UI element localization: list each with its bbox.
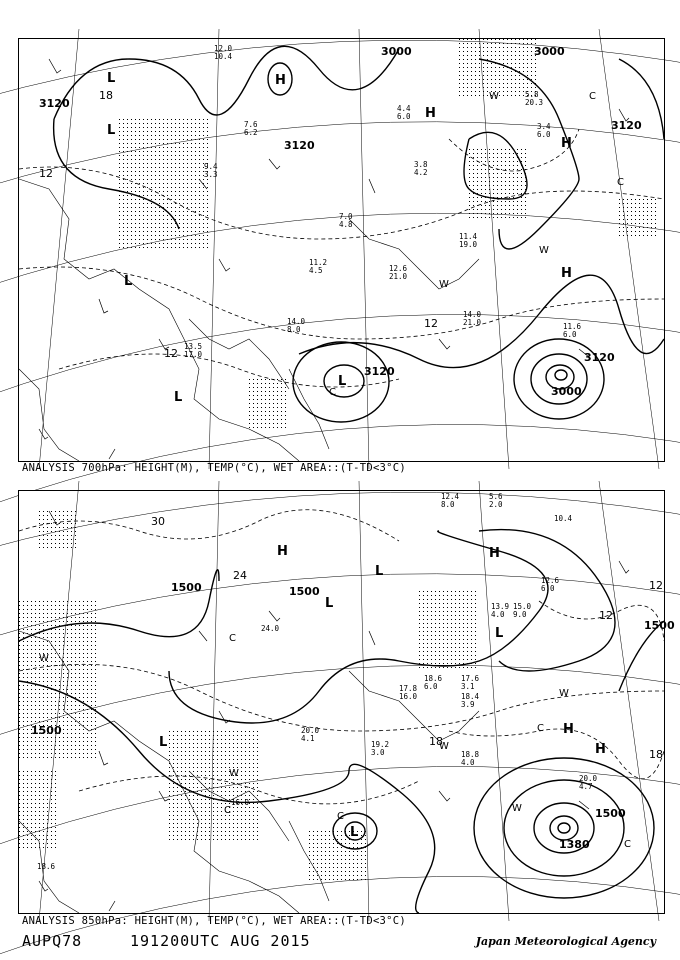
warm-mark: W [559,688,569,699]
station-value: 18.4 [461,692,480,701]
cold-mark: C [537,723,544,734]
cold-mark: C [617,177,624,188]
station-value: 19.2 [371,740,390,749]
low-center: L [325,596,334,611]
station-value: 18.6 [424,674,443,683]
cold-mark: C [624,839,631,850]
station-value: 3.9 [461,700,475,709]
isotherms [19,510,664,804]
cold-mark: C [337,811,344,822]
station-value: 20.0 [579,774,598,783]
station-value: 6.0 [424,682,438,691]
map-850hpa [19,491,675,913]
warm-cold-marks [39,633,631,850]
station-value: 4.0 [491,610,505,619]
station-value: 4.4 [397,104,411,113]
isotherm-label: 30 [151,515,165,528]
station-value: 7.0 [339,212,353,221]
height-label: 1500 [171,581,202,594]
station-value: 3.0 [371,748,385,757]
warm-mark: W [39,653,49,664]
agency-name: Japan Meteorological Agency [475,935,656,948]
station-value: 11.6 [563,322,582,331]
station-value: 17.6 [461,674,480,683]
low-center: L [159,735,168,750]
warm-mark: W [539,245,549,256]
height-contours [54,46,664,422]
chart-panel-850hpa [18,490,675,914]
chart-panel-700hpa [18,38,665,462]
low-center: L [375,564,384,579]
station-value: 21.0 [463,318,482,327]
station-value: 13.5 [184,342,203,351]
station-value: 6.2 [244,128,258,137]
isotherm-label: 18 [99,89,113,102]
warm-mark: W [229,768,239,779]
height-label: 3120 [39,97,70,110]
station-value: 24.0 [261,624,280,633]
station-value: 9.4 [204,162,218,171]
height-labels [31,581,675,851]
isotherm-label: 12 [649,579,663,592]
station-value: 10.4 [554,514,573,523]
station-value: 13.9 [491,602,510,611]
station-value: 21.0 [389,272,408,281]
station-value: 4.7 [579,782,593,791]
station-value: 11.2 [309,258,328,267]
station-value: 6.0 [397,112,411,121]
panel-caption-850hpa: ANALYSIS 850hPa: HEIGHT(M), TEMP(°C), WET AREA::(T-TD<3°C) [22,915,407,927]
isotherm-label: 12 [39,167,53,180]
cold-mark: C [329,387,336,398]
station-value: 17.8 [399,684,418,693]
high-center: H [561,136,572,151]
station-value: 19.0 [459,240,478,249]
warm-mark: W [489,91,499,102]
height-label: 3120 [611,119,642,132]
low-center: L [350,825,359,840]
station-value: 4.2 [414,168,428,177]
valid-time: 191200UTC AUG 2015 [130,932,311,950]
high-center: H [561,266,572,281]
station-value: 12.4 [441,492,460,501]
isotherm-label: 12 [164,347,178,360]
station-value: 16.0 [399,692,418,701]
map-700hpa [19,39,664,461]
cold-mark: C [589,91,596,102]
station-value: 17.0 [184,350,203,359]
low-center: L [495,626,504,641]
station-value: 3.8 [414,160,428,169]
height-label: 3120 [364,365,395,378]
panel-caption-700hpa: ANALYSIS 700hPa: HEIGHT(M), TEMP(°C), WET AREA::(T-TD<3°C) [22,462,407,474]
station-value: 7.6 [244,120,258,129]
isotherm-labels [151,515,663,761]
station-value: 3.1 [461,682,475,691]
station-value: 15.0 [513,602,532,611]
height-label: 1500 [289,585,320,598]
station-value: 4.8 [339,220,353,229]
station-value: 6.0 [541,584,555,593]
station-value: 12.6 [541,576,560,585]
isotherm-label: 12 [424,317,438,330]
high-center: H [563,722,574,737]
station-value: 20.3 [525,98,544,107]
low-center: L [174,390,183,405]
height-label: 3000 [551,385,582,398]
station-value: 5.8 [525,90,539,99]
height-label: 1380 [559,838,590,851]
isotherm-label: 12 [599,609,613,622]
height-label: 3000 [381,45,412,58]
isotherm-label: 24 [233,569,247,582]
low-center: L [107,71,116,86]
station-value: 3.4 [537,122,551,131]
height-label: 3120 [584,351,615,364]
low-center: L [338,374,347,389]
warm-mark: W [439,279,449,290]
station-value: 6.0 [563,330,577,339]
station-value: 14.0 [287,317,306,326]
cold-mark: C [224,805,231,816]
station-value: 12.0 [214,44,233,53]
station-value: 8.0 [441,500,455,509]
high-center: H [275,73,286,88]
high-center: H [277,544,288,559]
cold-mark: C [229,633,236,644]
height-label: 3120 [284,139,315,152]
station-value: 3.3 [204,170,218,179]
station-value: 18.8 [461,750,480,759]
height-label: 1500 [644,619,675,632]
station-obs [37,492,598,871]
station-value: 4.0 [461,758,475,767]
station-value: 18.6 [37,862,56,871]
isotherm-label: 18 [649,748,663,761]
height-label: 1500 [595,807,626,820]
station-value: 12.6 [389,264,408,273]
high-center: H [595,742,606,757]
station-value: 14.0 [463,310,482,319]
warm-mark: W [512,803,522,814]
height-label: 1500 [31,724,62,737]
station-value: 5.6 [489,492,503,501]
warm-mark: W [439,741,449,752]
station-value: 16.0 [231,798,250,807]
low-center: L [107,123,116,138]
station-value: 8.0 [287,325,301,334]
station-value: 20.0 [301,726,320,735]
height-label: 3000 [534,45,565,58]
station-value: 6.0 [537,130,551,139]
chart-id: AUPQ78 [22,932,83,950]
high-center: H [489,546,500,561]
station-value: 2.0 [489,500,503,509]
low-center: L [124,274,133,289]
isotherms [19,129,664,387]
station-value: 10.4 [214,52,233,61]
high-center: H [425,106,436,121]
graticule [0,481,680,960]
station-value: 4.1 [301,734,315,743]
station-value: 11.4 [459,232,478,241]
isotherm-label: 18 [429,735,443,748]
station-value: 4.5 [309,266,323,275]
isotherm-labels [39,89,438,360]
station-value: 9.0 [513,610,527,619]
